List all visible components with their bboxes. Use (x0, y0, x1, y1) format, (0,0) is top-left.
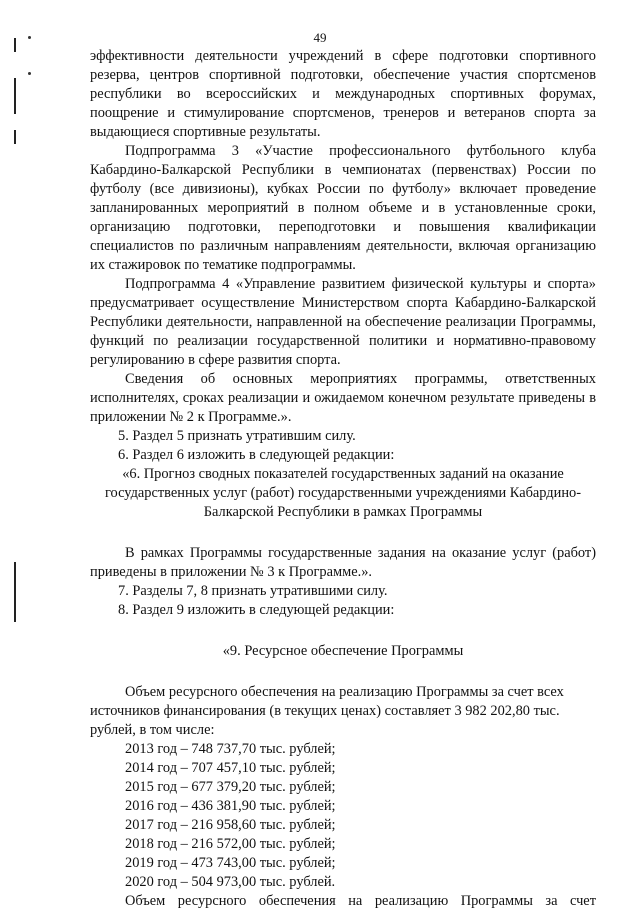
spacer (90, 522, 596, 544)
section-6-heading: «6. Прогноз сводных показателей государственных заданий на оказание государственных услуг (работ) государственными учреждениями Кабардино-Балкарской Республики в рамках Программы (104, 466, 582, 520)
year-line: 2015 год – 677 379,20 тыс. рублей; (125, 779, 336, 795)
scan-mark (14, 78, 16, 114)
section-9-heading: «9. Ресурсное обеспечение Программы (222, 643, 464, 659)
item-6: 6. Раздел 6 изложить в следующей редакции: (118, 447, 395, 463)
year-line: 2019 год – 473 743,00 тыс. рублей; (125, 855, 336, 871)
item-8: 8. Раздел 9 изложить в следующей редакции: (118, 602, 395, 618)
spacer (90, 620, 596, 642)
item-7: 7. Разделы 7, 8 признать утратившими силу. (118, 583, 388, 599)
paragraph-subprogram-4: Подпрограмма 4 «Управление развитием физической культуры и спорта» предусматривает осуществление Министерством спорта Кабардино-Балкарской Республики деятельности, направленной на обеспечение реализации Программы, функций по реализации государственной политики и нормативно-правовому регулированию в сфере развития спорта. (90, 276, 596, 368)
item-5: 5. Раздел 5 признать утратившим силу. (118, 428, 356, 444)
scan-mark (14, 38, 16, 52)
scan-mark (14, 562, 16, 622)
scan-speck (28, 36, 31, 39)
paragraph-resource-total: Объем ресурсного обеспечения на реализацию Программы за счет всех источников финансирования (в текущих ценах) составляет 3 982 202,80 тыс. рублей, в том числе: (90, 684, 564, 738)
paragraph-continuation: эффективности деятельности учреждений в сфере подготовки спортивного резерва, центров спортивной подготовки, обеспечение участия спортсменов республики во всероссийских и международных спортивных форумах, поощрение и стимулирование спортсменов, тренеров и ветеранов спорта за выдающиеся спортивные результаты. (90, 48, 596, 140)
scan-speck (28, 72, 31, 75)
year-line: 2018 год – 216 572,00 тыс. рублей; (125, 836, 336, 852)
year-line: 2020 год – 504 973,00 тыс. рублей. (125, 874, 336, 890)
year-line: 2013 год – 748 737,70 тыс. рублей; (125, 741, 336, 757)
paragraph-resource-continued: Объем ресурсного обеспечения на реализацию Программы за счет (125, 893, 596, 909)
paragraph-state-tasks: В рамках Программы государственные задания на оказание услуг (работ) приведены в приложении № 3 к Программе.». (90, 545, 596, 580)
year-line: 2017 год – 216 958,60 тыс. рублей; (125, 817, 336, 833)
paragraph-subprogram-3: Подпрограмма 3 «Участие профессионального футбольного клуба Кабардино-Балкарской Республики в чемпионатах (первенствах) России по футболу (все дивизионы), кубках России по футболу» включает проведение запланированных мероприятий в полном объеме и в установленные сроки, организацию подготовки, переподготовки и повышения квалификации специалистов по различным направлениям деятельности, включая организацию их стажировок по тематике подпрограммы. (90, 143, 596, 273)
page-number: 49 (313, 30, 327, 45)
year-line: 2016 год – 436 381,90 тыс. рублей; (125, 798, 336, 814)
document-body (90, 47, 596, 911)
spacer (90, 661, 596, 683)
year-line: 2014 год – 707 457,10 тыс. рублей; (125, 760, 336, 776)
paragraph-main-activities: Сведения об основных мероприятиях программы, ответственных исполнителях, сроках реализации и ожидаемом конечном результате приведены в приложении № 2 к Программе.». (90, 371, 596, 425)
scan-mark (14, 130, 16, 144)
